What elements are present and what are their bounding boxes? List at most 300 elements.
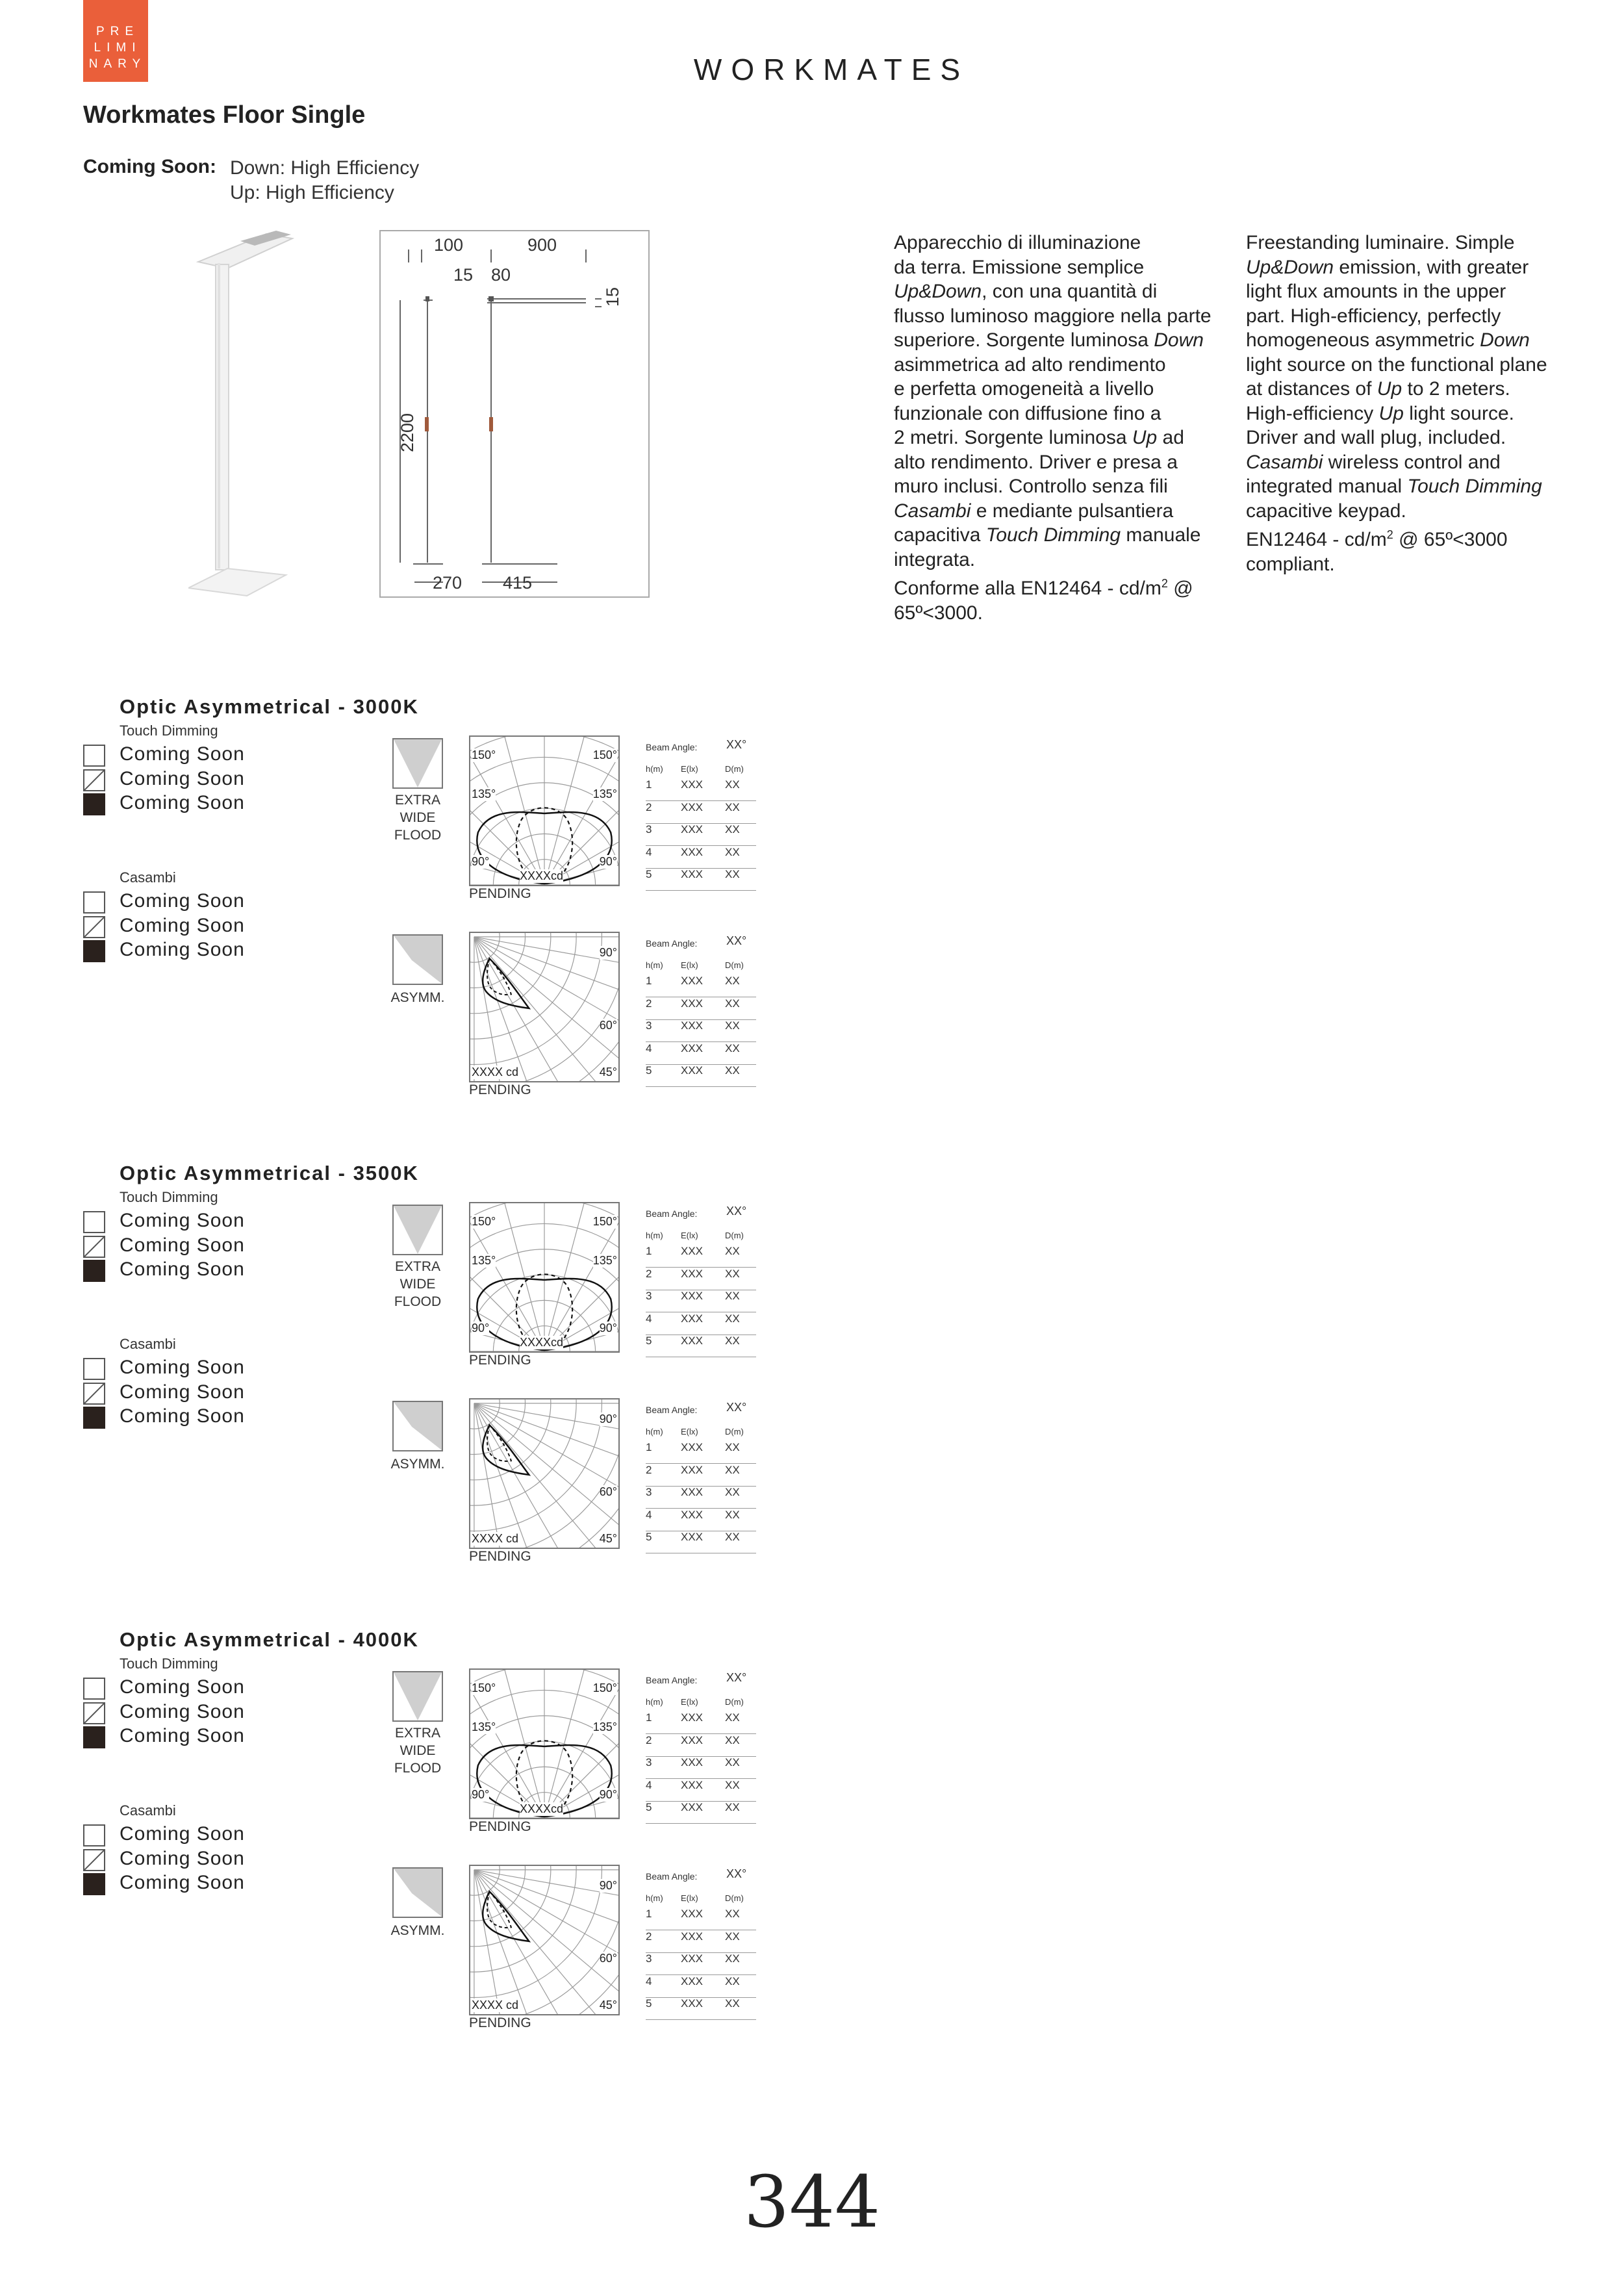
table-cell: XXX	[681, 1041, 704, 1054]
polar-diagram	[469, 735, 620, 886]
optic-type-label	[385, 1922, 450, 1939]
table-row	[646, 801, 756, 824]
polar-angle-label: 60°	[599, 1952, 617, 1965]
table-header-cell: h(m)	[646, 1893, 663, 1903]
finish-option[interactable]	[83, 769, 356, 794]
table-cell: XXX	[681, 1486, 704, 1498]
finish-swatch-white	[83, 1211, 105, 1233]
table-cell: 5	[646, 1997, 652, 2010]
text-segment: , con una quantità di	[982, 281, 1158, 302]
optic-section	[83, 1628, 798, 2083]
optic-section	[83, 1162, 798, 1616]
table-cell: XXX	[681, 1335, 704, 1347]
table-cell: 1	[646, 975, 652, 987]
table-cell: 3	[646, 1290, 652, 1302]
table-cell: XXX	[681, 868, 704, 880]
finish-option-label: Coming Soon	[120, 767, 245, 789]
table-cell: XX	[725, 1974, 740, 1987]
beam-angle-label: Beam Angle:	[646, 1675, 698, 1685]
polar-angle-label: 60°	[599, 1485, 617, 1498]
polar-angle-label: XXXXcd	[520, 869, 564, 882]
emphasis-text: Down	[1480, 329, 1530, 351]
description-line	[1246, 474, 1584, 499]
finish-swatch-white	[83, 1824, 105, 1846]
table-cell: XXX	[681, 1711, 704, 1724]
table-cell: XX	[725, 1997, 740, 2010]
table-header-cell: h(m)	[646, 960, 663, 970]
emphasis-text: Casambi	[1246, 451, 1323, 473]
table-header-cell: D(m)	[725, 1893, 744, 1903]
table-row	[646, 1245, 756, 1268]
control-group-label: Casambi	[120, 1802, 176, 1819]
product-title: Workmates Floor Single	[83, 101, 366, 129]
table-cell: XXX	[681, 1290, 704, 1302]
description-line: funzionale con diffusione fino a	[894, 402, 1161, 424]
table-header	[646, 1427, 756, 1441]
pending-label: PENDING	[469, 1549, 531, 1564]
beam-angle-label: Beam Angle:	[646, 1405, 698, 1415]
table-cell: 2	[646, 997, 652, 1010]
polar-diagram	[469, 1668, 620, 1819]
table-cell: XXX	[681, 778, 704, 791]
drawing-svg	[381, 231, 648, 596]
table-cell: 5	[646, 1531, 652, 1543]
table-row	[646, 1801, 756, 1824]
optic-type-label-line: FLOOD	[394, 1294, 442, 1309]
description-line: e perfetta omogeneità a livello	[894, 378, 1154, 400]
dim-415: 415	[503, 573, 533, 593]
emphasis-text: Touch Dimming	[1407, 476, 1542, 497]
finish-swatch-black	[83, 1407, 105, 1429]
table-row	[646, 1952, 756, 1975]
beam-angle-label: Beam Angle:	[646, 938, 698, 949]
table-cell: 1	[646, 1441, 652, 1453]
description-line	[1246, 450, 1584, 475]
finish-option[interactable]	[83, 1824, 356, 1849]
text-segment: light source.	[1403, 402, 1514, 424]
optic-asymmetric-icon	[392, 1867, 443, 1918]
polar-angle-label: 135°	[472, 1720, 496, 1733]
description-line	[894, 499, 1232, 524]
finish-swatch-diagonal	[83, 769, 105, 791]
finish-option[interactable]	[83, 1211, 356, 1236]
table-row	[646, 823, 756, 846]
polar-angle-label: XXXXcd	[520, 1336, 564, 1349]
optic-flood-icon	[392, 1205, 443, 1255]
text-segment: capacitiva	[894, 524, 986, 546]
polar-diagram	[469, 1398, 620, 1549]
coming-soon-line: Up: High Efficiency	[230, 182, 394, 203]
table-row	[646, 1268, 756, 1290]
table-cell: XX	[725, 1267, 740, 1280]
beam-angle-value: XX°	[726, 934, 747, 947]
description-line: asimmetrica ad alto rendimento	[894, 353, 1166, 376]
dim-2200: 2200	[398, 413, 417, 452]
beam-angle-label: Beam Angle:	[646, 1208, 698, 1219]
description-line: Driver and wall plug, included.	[1246, 427, 1506, 448]
description-line	[894, 572, 1232, 601]
table-cell: XX	[725, 1064, 740, 1077]
finish-option[interactable]	[83, 1849, 356, 1874]
description-line	[1246, 523, 1584, 552]
table-row	[646, 778, 756, 801]
table-header-cell: E(lx)	[681, 764, 698, 774]
section-title: Optic Asymmetrical - 4000K	[120, 1628, 419, 1651]
table-row	[646, 1997, 756, 2020]
table-cell: XXX	[681, 1997, 704, 2010]
description-line: part. High-efficiency, perfectly	[1246, 305, 1501, 327]
table-cell: XX	[725, 1930, 740, 1943]
table-cell: XX	[725, 1711, 740, 1724]
table-row	[646, 1734, 756, 1757]
table-header	[646, 1231, 756, 1245]
emphasis-text: Touch Dimming	[985, 524, 1121, 546]
optic-type-label-line: WIDE	[400, 1277, 436, 1292]
polar-diagram	[469, 1865, 620, 2015]
polar-diagram	[469, 1202, 620, 1353]
polar-diagram	[469, 932, 620, 1082]
text-segment: @ 65º<3000	[1393, 529, 1508, 550]
description-line: muro inclusi. Controllo senza fili	[894, 476, 1168, 497]
table-cell: 3	[646, 1952, 652, 1965]
polar-angle-label: 90°	[599, 1412, 617, 1425]
polar-angle-label: 90°	[599, 855, 617, 868]
table-header	[646, 1893, 756, 1908]
table-cell: XXX	[681, 1908, 704, 1920]
description-line: Apparecchio di illuminazione	[894, 232, 1141, 253]
description-line: da terra. Emissione semplice	[894, 256, 1145, 278]
table-cell: 4	[646, 1778, 652, 1791]
table-cell: XX	[725, 800, 740, 813]
brand-title: WORKMATES	[693, 53, 970, 86]
optic-type-label-line: ASYMM.	[390, 1923, 445, 1938]
polar-angle-label: 135°	[472, 1254, 496, 1267]
pending-label: PENDING	[469, 1819, 531, 1834]
description-italian	[894, 231, 1232, 625]
text-segment: superiore. Sorgente luminosa	[894, 329, 1154, 351]
finish-option-label: Coming Soon	[120, 914, 245, 936]
table-cell: XX	[725, 975, 740, 987]
badge-line: PRE	[95, 25, 140, 38]
finish-option[interactable]	[83, 1358, 356, 1383]
finish-swatch-black	[83, 1873, 105, 1895]
table-cell: XX	[725, 868, 740, 880]
table-row	[646, 1975, 756, 1998]
finish-option[interactable]	[83, 793, 356, 818]
table-cell: 2	[646, 1267, 652, 1280]
optic-type-label-line: ASYMM.	[390, 1457, 445, 1472]
table-cell: 1	[646, 1711, 652, 1724]
table-cell: XXX	[681, 975, 704, 987]
table-header-cell: E(lx)	[681, 1231, 698, 1240]
text-segment: 2 metri. Sorgente luminosa	[894, 427, 1132, 448]
polar-angle-label: XXXX cd	[472, 1532, 519, 1545]
text-segment: at distances of	[1246, 378, 1377, 400]
polar-curve-svg	[470, 1866, 618, 2014]
beam-angle-value: XX°	[726, 1205, 747, 1218]
table-header	[646, 960, 756, 975]
optic-type-label-line: WIDE	[400, 810, 436, 825]
table-cell: XXX	[681, 800, 704, 813]
table-cell: XXX	[681, 1778, 704, 1791]
optic-type-label-line: WIDE	[400, 1743, 436, 1758]
table-row	[646, 1464, 756, 1487]
table-cell: XXX	[681, 1312, 704, 1325]
table-cell: 1	[646, 1908, 652, 1920]
text-segment: 2	[1161, 577, 1168, 590]
table-cell: XXX	[681, 1245, 704, 1257]
table-cell: 4	[646, 1041, 652, 1054]
table-header-cell: D(m)	[725, 1231, 744, 1240]
table-cell: XX	[725, 997, 740, 1010]
table-row	[646, 1312, 756, 1335]
finish-swatch-black	[83, 1260, 105, 1282]
pending-label: PENDING	[469, 2015, 531, 2030]
description-line	[1246, 328, 1584, 353]
table-cell: XX	[725, 1312, 740, 1325]
finish-option[interactable]	[83, 1260, 356, 1284]
finish-option[interactable]	[83, 1236, 356, 1260]
table-row	[646, 997, 756, 1020]
description-line: capacitive keypad.	[1246, 500, 1406, 522]
polar-angle-label: 90°	[599, 1788, 617, 1801]
control-group-label: Casambi	[120, 1336, 176, 1352]
optic-flood-icon	[392, 1671, 443, 1722]
beam-angle-label: Beam Angle:	[646, 1871, 698, 1882]
table-cell: XX	[725, 1733, 740, 1746]
polar-angle-label: 150°	[592, 1215, 617, 1228]
description-line: flusso luminoso maggiore nella parte	[894, 305, 1212, 327]
description-line	[894, 328, 1232, 353]
preliminary-badge	[83, 0, 148, 82]
finish-option[interactable]	[83, 1407, 356, 1431]
table-cell: 2	[646, 800, 652, 813]
finish-option[interactable]	[83, 1678, 356, 1702]
description-line	[1246, 255, 1584, 280]
polar-angle-label: 135°	[472, 787, 496, 800]
emphasis-text: Up&Down	[1246, 256, 1334, 278]
badge-line: LIMI	[94, 41, 142, 55]
text-segment: @	[1167, 578, 1193, 599]
text-segment: wireless control and	[1323, 451, 1501, 473]
table-cell: 3	[646, 1019, 652, 1032]
description-line	[894, 279, 1232, 304]
badge-line: NARY	[88, 57, 147, 71]
table-row	[646, 1064, 756, 1087]
finish-option-label: Coming Soon	[120, 1676, 245, 1698]
table-header-cell: D(m)	[725, 764, 744, 774]
description-line: 65º<3000.	[894, 602, 983, 624]
table-cell: 3	[646, 1756, 652, 1769]
text-segment: 2	[1386, 528, 1393, 541]
finish-swatch-white	[83, 1678, 105, 1700]
table-cell: XX	[725, 1756, 740, 1769]
dim-900: 900	[527, 235, 557, 255]
page-number: 344	[744, 2160, 880, 2243]
dimension-drawing	[379, 230, 650, 598]
table-cell: XXX	[681, 845, 704, 858]
table-cell: XX	[725, 1486, 740, 1498]
text-segment: manuale	[1121, 524, 1201, 546]
text-segment: integrated manual	[1246, 476, 1408, 497]
beam-angle-value: XX°	[726, 1867, 747, 1880]
finish-option[interactable]	[83, 1383, 356, 1407]
finish-option[interactable]	[83, 891, 356, 916]
table-cell: XX	[725, 845, 740, 858]
optic-flood-icon	[392, 738, 443, 789]
polar-angle-label: 45°	[599, 1532, 617, 1545]
finish-option[interactable]	[83, 745, 356, 769]
finish-option[interactable]	[83, 916, 356, 941]
table-cell: XX	[725, 1952, 740, 1965]
optic-type-label-line: EXTRA	[394, 1259, 440, 1274]
polar-angle-label: XXXX cd	[472, 1999, 519, 2012]
polar-angle-label: XXXX cd	[472, 1066, 519, 1079]
table-row	[646, 1019, 756, 1042]
table-row	[646, 846, 756, 869]
table-cell: XX	[725, 823, 740, 836]
table-cell: 2	[646, 1733, 652, 1746]
table-header-cell: D(m)	[725, 1697, 744, 1707]
finish-option[interactable]	[83, 940, 356, 965]
finish-option-label: Coming Soon	[120, 1872, 245, 1893]
polar-angle-label: 90°	[472, 1322, 490, 1335]
table-cell: XX	[725, 1778, 740, 1791]
optic-type-label	[385, 791, 450, 844]
polar-angle-label: 135°	[592, 1254, 617, 1267]
text-segment: Conforme alla EN12464 - cd/m	[894, 578, 1161, 599]
finish-option[interactable]	[83, 1702, 356, 1727]
finish-swatch-diagonal	[83, 916, 105, 938]
table-cell: XX	[725, 778, 740, 791]
table-cell: 1	[646, 1245, 652, 1257]
optic-type-label	[385, 989, 450, 1006]
optic-type-label	[385, 1258, 450, 1310]
finish-option-label: Coming Soon	[120, 1258, 245, 1280]
finish-swatch-white	[83, 745, 105, 767]
finish-swatch-black	[83, 1726, 105, 1748]
table-cell: 5	[646, 1064, 652, 1077]
table-row	[646, 1441, 756, 1464]
table-header-cell: E(lx)	[681, 1427, 698, 1437]
table-cell: XX	[725, 1041, 740, 1054]
optic-asymmetric-icon	[392, 934, 443, 985]
coming-soon-label: Coming Soon:	[83, 156, 216, 177]
text-segment: homogeneous asymmetric	[1246, 329, 1480, 351]
table-header-cell: E(lx)	[681, 960, 698, 970]
pending-label: PENDING	[469, 1353, 531, 1368]
table-cell: XXX	[681, 997, 704, 1010]
finish-option[interactable]	[83, 1873, 356, 1898]
polar-angle-label: 150°	[592, 748, 617, 761]
table-header	[646, 1697, 756, 1711]
table-header-cell: h(m)	[646, 1697, 663, 1707]
control-group-label: Touch Dimming	[120, 1189, 218, 1205]
table-cell: XXX	[681, 1756, 704, 1769]
table-header-cell: E(lx)	[681, 1697, 698, 1707]
optic-type-label	[385, 1724, 450, 1777]
table-cell: XXX	[681, 1952, 704, 1965]
table-cell: 5	[646, 1801, 652, 1813]
description-english	[1246, 231, 1584, 576]
emphasis-text: Up&Down	[894, 281, 982, 302]
dim-15-vertical: 15	[603, 287, 622, 307]
finish-swatch-black	[83, 940, 105, 962]
control-group-label: Touch Dimming	[120, 1655, 218, 1672]
description-line: Freestanding luminaire. Simple	[1246, 232, 1515, 253]
table-cell: XXX	[681, 1463, 704, 1476]
finish-swatch-white	[83, 1358, 105, 1380]
table-row	[646, 1509, 756, 1531]
polar-angle-label: 150°	[592, 1681, 617, 1694]
optic-type-label-line: ASYMM.	[390, 990, 445, 1005]
polar-angle-label: 45°	[599, 1066, 617, 1079]
table-cell: 5	[646, 1335, 652, 1347]
table-header-cell: h(m)	[646, 1427, 663, 1437]
description-line: light source on the functional plane	[1246, 353, 1547, 376]
finish-swatch-diagonal	[83, 1849, 105, 1871]
optic-type-label	[385, 1455, 450, 1473]
polar-angle-label: XXXXcd	[520, 1802, 564, 1815]
beam-angle-value: XX°	[726, 1401, 747, 1414]
dim-15: 15	[453, 265, 474, 285]
section-title: Optic Asymmetrical - 3000K	[120, 695, 419, 718]
finish-option-label: Coming Soon	[120, 1847, 245, 1869]
table-cell: XX	[725, 1531, 740, 1543]
description-line	[1246, 377, 1584, 402]
polar-angle-label: 135°	[592, 787, 617, 800]
optic-type-label-line: EXTRA	[394, 1726, 440, 1741]
polar-angle-label: 90°	[599, 946, 617, 959]
coming-soon-lines	[230, 156, 419, 205]
table-cell: XXX	[681, 1531, 704, 1543]
table-row	[646, 1335, 756, 1357]
finish-swatch-black	[83, 793, 105, 815]
finish-option-label: Coming Soon	[120, 1210, 245, 1231]
table-row	[646, 1930, 756, 1953]
finish-option-label: Coming Soon	[120, 939, 245, 960]
table-cell: XXX	[681, 1930, 704, 1943]
polar-angle-label: 90°	[599, 1879, 617, 1892]
emphasis-text: Up	[1377, 378, 1402, 400]
emphasis-text: Up	[1378, 402, 1404, 424]
finish-option[interactable]	[83, 1726, 356, 1751]
table-header-cell: h(m)	[646, 1231, 663, 1240]
table-cell: XX	[725, 1245, 740, 1257]
dim-80: 80	[491, 265, 511, 285]
beam-angle-value: XX°	[726, 1671, 747, 1684]
text-segment: High-efficiency	[1246, 402, 1379, 424]
emphasis-text: Up	[1132, 427, 1158, 448]
table-row	[646, 1486, 756, 1509]
table-cell: XXX	[681, 1064, 704, 1077]
table-row	[646, 1042, 756, 1065]
finish-swatch-diagonal	[83, 1236, 105, 1258]
polar-angle-label: 135°	[592, 1720, 617, 1733]
optic-type-label-line: FLOOD	[394, 1761, 442, 1776]
table-cell: XX	[725, 1908, 740, 1920]
finish-swatch-diagonal	[83, 1383, 105, 1405]
table-row	[646, 1711, 756, 1734]
description-line	[894, 426, 1232, 450]
beam-angle-label: Beam Angle:	[646, 742, 698, 752]
description-line: alto rendimento. Driver e presa a	[894, 451, 1178, 473]
table-cell: XX	[725, 1801, 740, 1813]
finish-option-label: Coming Soon	[120, 1234, 245, 1256]
description-line: integrata.	[894, 548, 976, 570]
table-cell: XXX	[681, 1801, 704, 1813]
table-header-cell: E(lx)	[681, 1893, 698, 1903]
